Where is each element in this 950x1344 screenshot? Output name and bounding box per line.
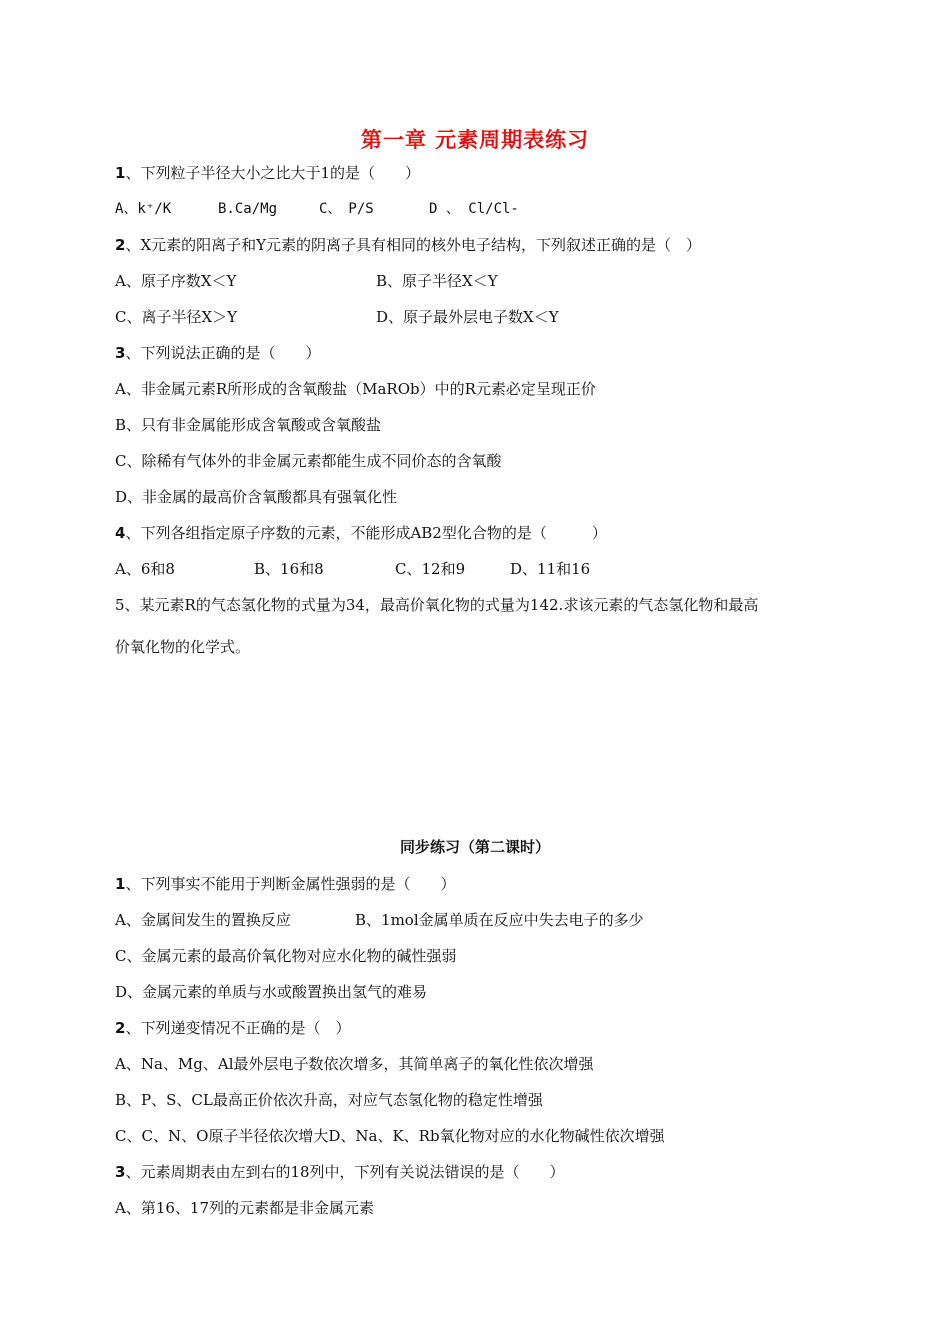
question-2-options-row2 — [115, 307, 835, 327]
question-1 — [115, 874, 455, 894]
option-b: B.Ca/Mg — [218, 201, 278, 217]
question-3 — [115, 343, 320, 363]
question-4 — [115, 523, 607, 543]
question-3 — [115, 1162, 565, 1182]
option-a: A、6和8 — [115, 560, 175, 578]
option-b: B、1mol金属单质在反应中失去电子的多少 — [355, 911, 644, 929]
question-text: 、下列事实不能用于判断金属性强弱的是（ ） — [125, 875, 456, 893]
option-c: C、离子半径X＞Y — [115, 308, 238, 326]
question-2-options-row1 — [115, 271, 835, 291]
question-1-options-row1 — [115, 910, 835, 930]
option-b: B、只有非金属能形成含氧酸或含氧酸盐 — [115, 416, 382, 434]
option-a: A、Na、Mg、Al最外层电子数依次增多，其简单离子的氧化性依次增强 — [115, 1055, 594, 1073]
question-number: 2 — [115, 236, 126, 254]
question-number: 1 — [115, 875, 126, 893]
option-d: D、金属元素的单质与水或酸置换出氢气的难易 — [115, 983, 428, 1001]
option-c: C、金属元素的最高价氧化物对应水化物的碱性强弱 — [115, 947, 457, 965]
question-2 — [115, 235, 701, 255]
option-d: D、原子最外层电子数X＜Y — [376, 308, 559, 326]
question-text: 、元素周期表由左到右的18列中，下列有关说法错误的是（ ） — [125, 1163, 565, 1181]
option-c: C、12和9 — [395, 560, 466, 578]
option-c: C、 P/S — [319, 201, 374, 217]
question-5-line-1: 5、某元素R的气态氢化物的式量为34，最高价氧化物的式量为142.求该元素的气态氢化物和最高 — [115, 596, 759, 614]
option-a: A、非金属元素R所形成的含氧酸盐（MaROb）中的R元素必定呈现正价 — [115, 380, 596, 398]
question-1-options — [115, 199, 519, 219]
option-d: D、非金属的最高价含氧酸都具有强氧化性 — [115, 488, 398, 506]
option-c: C、除稀有气体外的非金属元素都能生成不同价态的含氧酸 — [115, 452, 502, 470]
option-a: A、第16、17列的元素都是非金属元素 — [115, 1199, 375, 1217]
question-text: 、下列各组指定原子序数的元素，不能形成AB2型化合物的是（ ） — [125, 524, 607, 542]
question-1 — [115, 163, 420, 183]
option-c-d: C、C、N、O原子半径依次增大D、Na、K、Rb氧化物对应的水化物碱性依次增强 — [115, 1127, 665, 1145]
option-d: D、11和16 — [510, 560, 591, 578]
option-d: D 、 Cl/Cl- — [429, 201, 519, 217]
question-2 — [115, 1018, 350, 1038]
question-number: 4 — [115, 524, 126, 542]
section-subtitle: 同步练习（第二课时） — [399, 838, 550, 856]
question-number: 1 — [115, 164, 126, 182]
question-text: 、下列说法正确的是（ ） — [125, 344, 321, 362]
page-title: 第一章 元素周期表练习 — [360, 128, 590, 152]
question-5-line-2: 价氧化物的化学式。 — [115, 638, 251, 656]
option-b: B、原子半径X＜Y — [376, 272, 498, 290]
question-text: 、下列粒子半径大小之比大于1的是（ ） — [125, 164, 420, 182]
option-b: B、P、S、CL最高正价依次升高，对应气态氢化物的稳定性增强 — [115, 1091, 543, 1109]
question-number: 3 — [115, 344, 126, 362]
option-a: A、原子序数X＜Y — [115, 272, 237, 290]
option-a: A、金属间发生的置换反应 — [115, 911, 291, 929]
question-number: 3 — [115, 1163, 126, 1181]
option-a: A、k⁺/K — [115, 201, 172, 217]
question-text: 、X元素的阳离子和Y元素的阴离子具有相同的核外电子结构，下列叙述正确的是（ ） — [125, 236, 702, 254]
question-number: 2 — [115, 1019, 126, 1037]
question-text: 、下列递变情况不正确的是（ ） — [125, 1019, 351, 1037]
option-b: B、16和8 — [254, 560, 324, 578]
question-4-options — [115, 559, 590, 579]
